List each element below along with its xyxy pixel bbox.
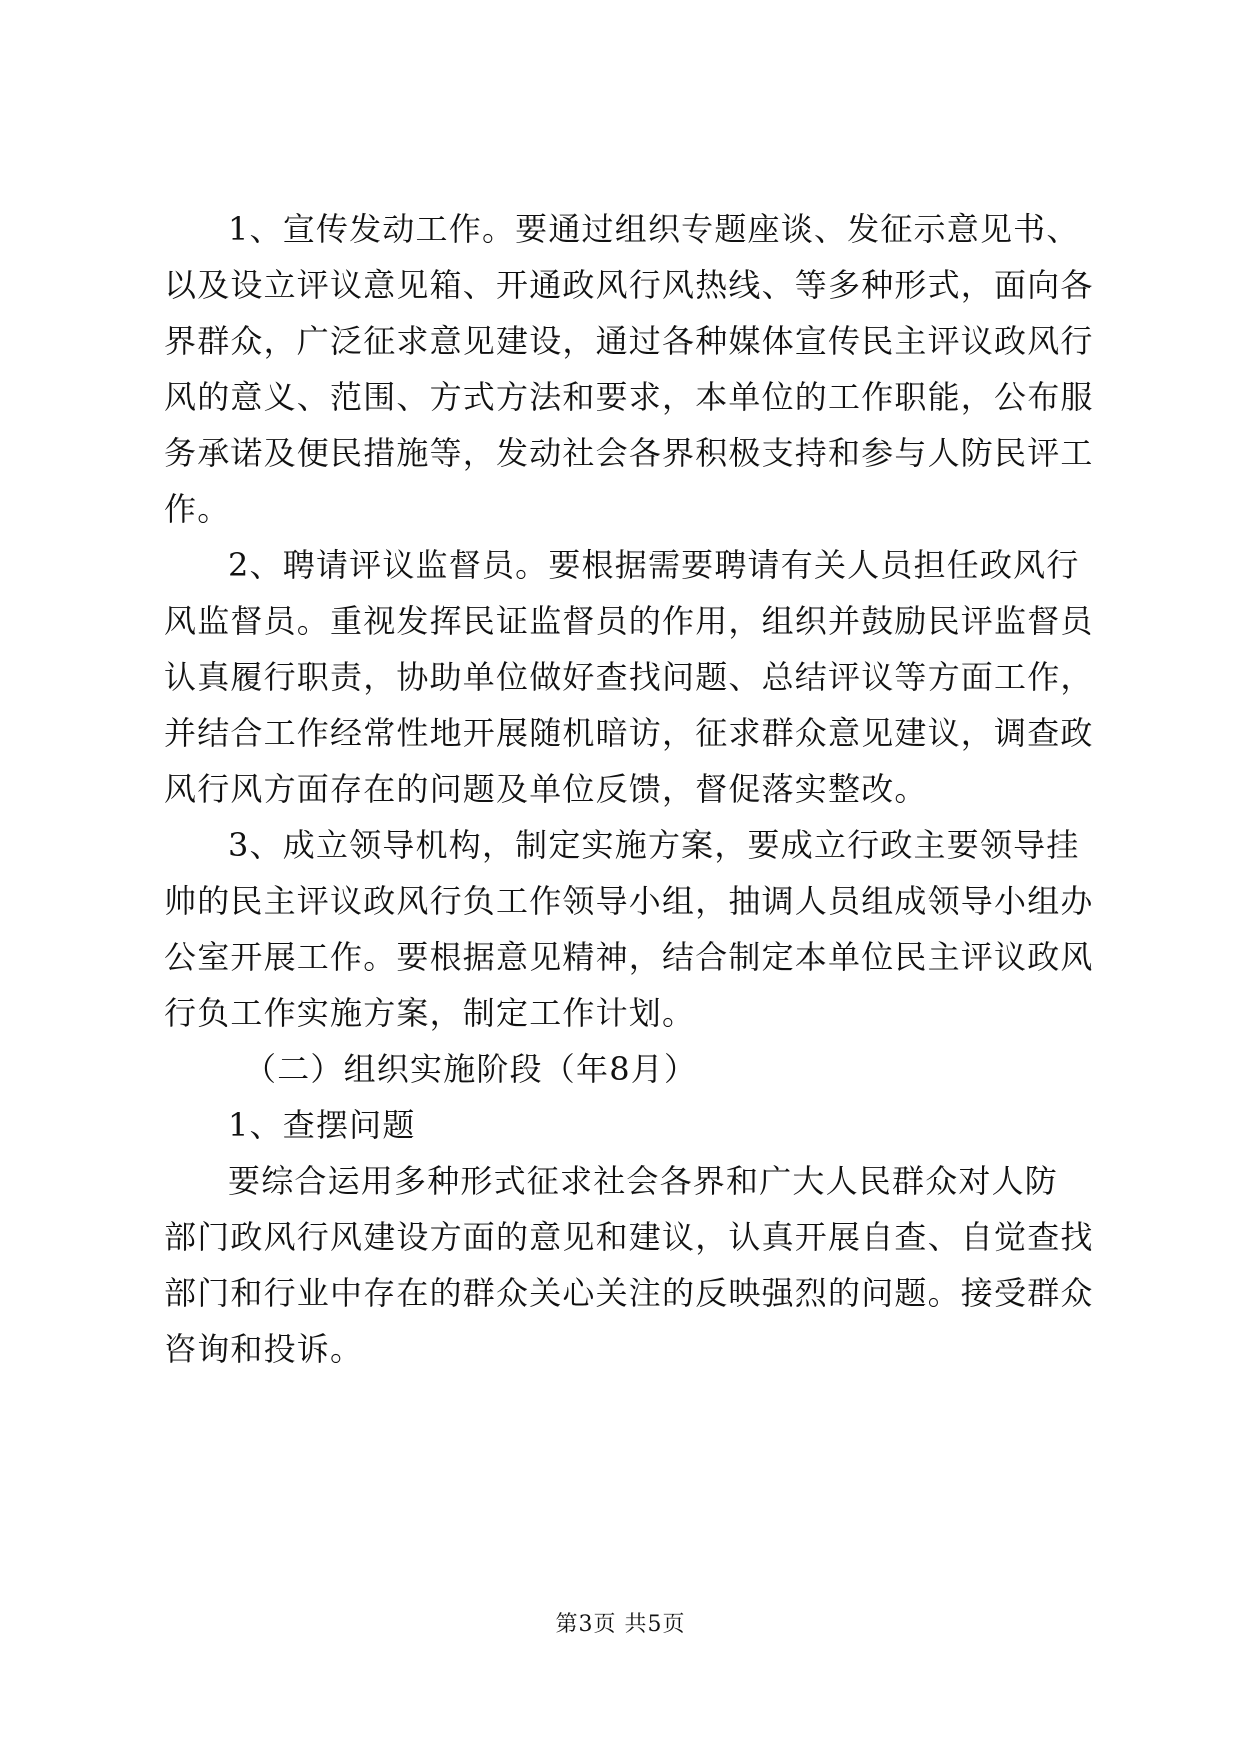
paragraph-line: 帅的民主评议政风行负工作领导小组，抽调人员组成领导小组办 xyxy=(164,882,1094,920)
paragraph-line: 认真履行职责，协助单位做好查找问题、总结评议等方面工作， xyxy=(164,658,1094,696)
paragraph-leadership xyxy=(164,817,1094,1041)
paragraph-publicity xyxy=(164,201,1094,537)
subsection-heading-text: 1、查摆问题 xyxy=(228,1106,416,1144)
paragraph-line: 务承诺及便民措施等，发动社会各界积极支持和参与人防民评工 xyxy=(164,434,1094,472)
section-heading xyxy=(164,1041,1084,1097)
paragraph-line: 以及设立评议意见箱、开通政风行风热线、等多种形式，面向各 xyxy=(164,266,1094,304)
paragraph-line: 行负工作实施方案，制定工作计划。 xyxy=(164,994,696,1032)
paragraph-supervisors xyxy=(164,537,1094,817)
section-heading-text: （二）组织实施阶段（年8月） xyxy=(244,1050,698,1088)
document-body xyxy=(164,201,1094,1377)
paragraph-line: 风的意义、范围、方式方法和要求，本单位的工作职能，公布服 xyxy=(164,378,1094,416)
paragraph-line: 2、聘请评议监督员。要根据需要聘请有关人员担任政风行 xyxy=(228,546,1080,584)
paragraph-line: 要综合运用多种形式征求社会各界和广大人民群众对人防 xyxy=(228,1162,1059,1200)
paragraph-line: 风监督员。重视发挥民证监督员的作用，组织并鼓励民评监督员 xyxy=(164,602,1094,640)
paragraph-line: 并结合工作经常性地开展随机暗访，征求群众意见建议，调查政 xyxy=(164,714,1094,752)
paragraph-line: 咨询和投诉。 xyxy=(164,1330,364,1368)
paragraph-line: 3、成立领导机构，制定实施方案，要成立行政主要领导挂 xyxy=(228,826,1080,864)
paragraph-investigation xyxy=(164,1153,1094,1377)
paragraph-line: 风行风方面存在的问题及单位反馈，督促落实整改。 xyxy=(164,770,928,808)
paragraph-line: 部门政风行风建设方面的意见和建议，认真开展自查、自觉查找 xyxy=(164,1218,1094,1256)
paragraph-line: 部门和行业中存在的群众关心关注的反映强烈的问题。接受群众 xyxy=(164,1274,1094,1312)
paragraph-line: 界群众，广泛征求意见建设，通过各种媒体宣传民主评议政风行 xyxy=(164,322,1094,360)
paragraph-line: 公室开展工作。要根据意见精神，结合制定本单位民主评议政风 xyxy=(164,938,1094,976)
paragraph-line: 作。 xyxy=(164,490,231,528)
page-number-footer: 第3页 共5页 xyxy=(555,1612,686,1637)
subsection-heading xyxy=(164,1097,1084,1153)
paragraph-line: 1、宣传发动工作。要通过组织专题座谈、发征示意见书、 xyxy=(228,210,1080,248)
